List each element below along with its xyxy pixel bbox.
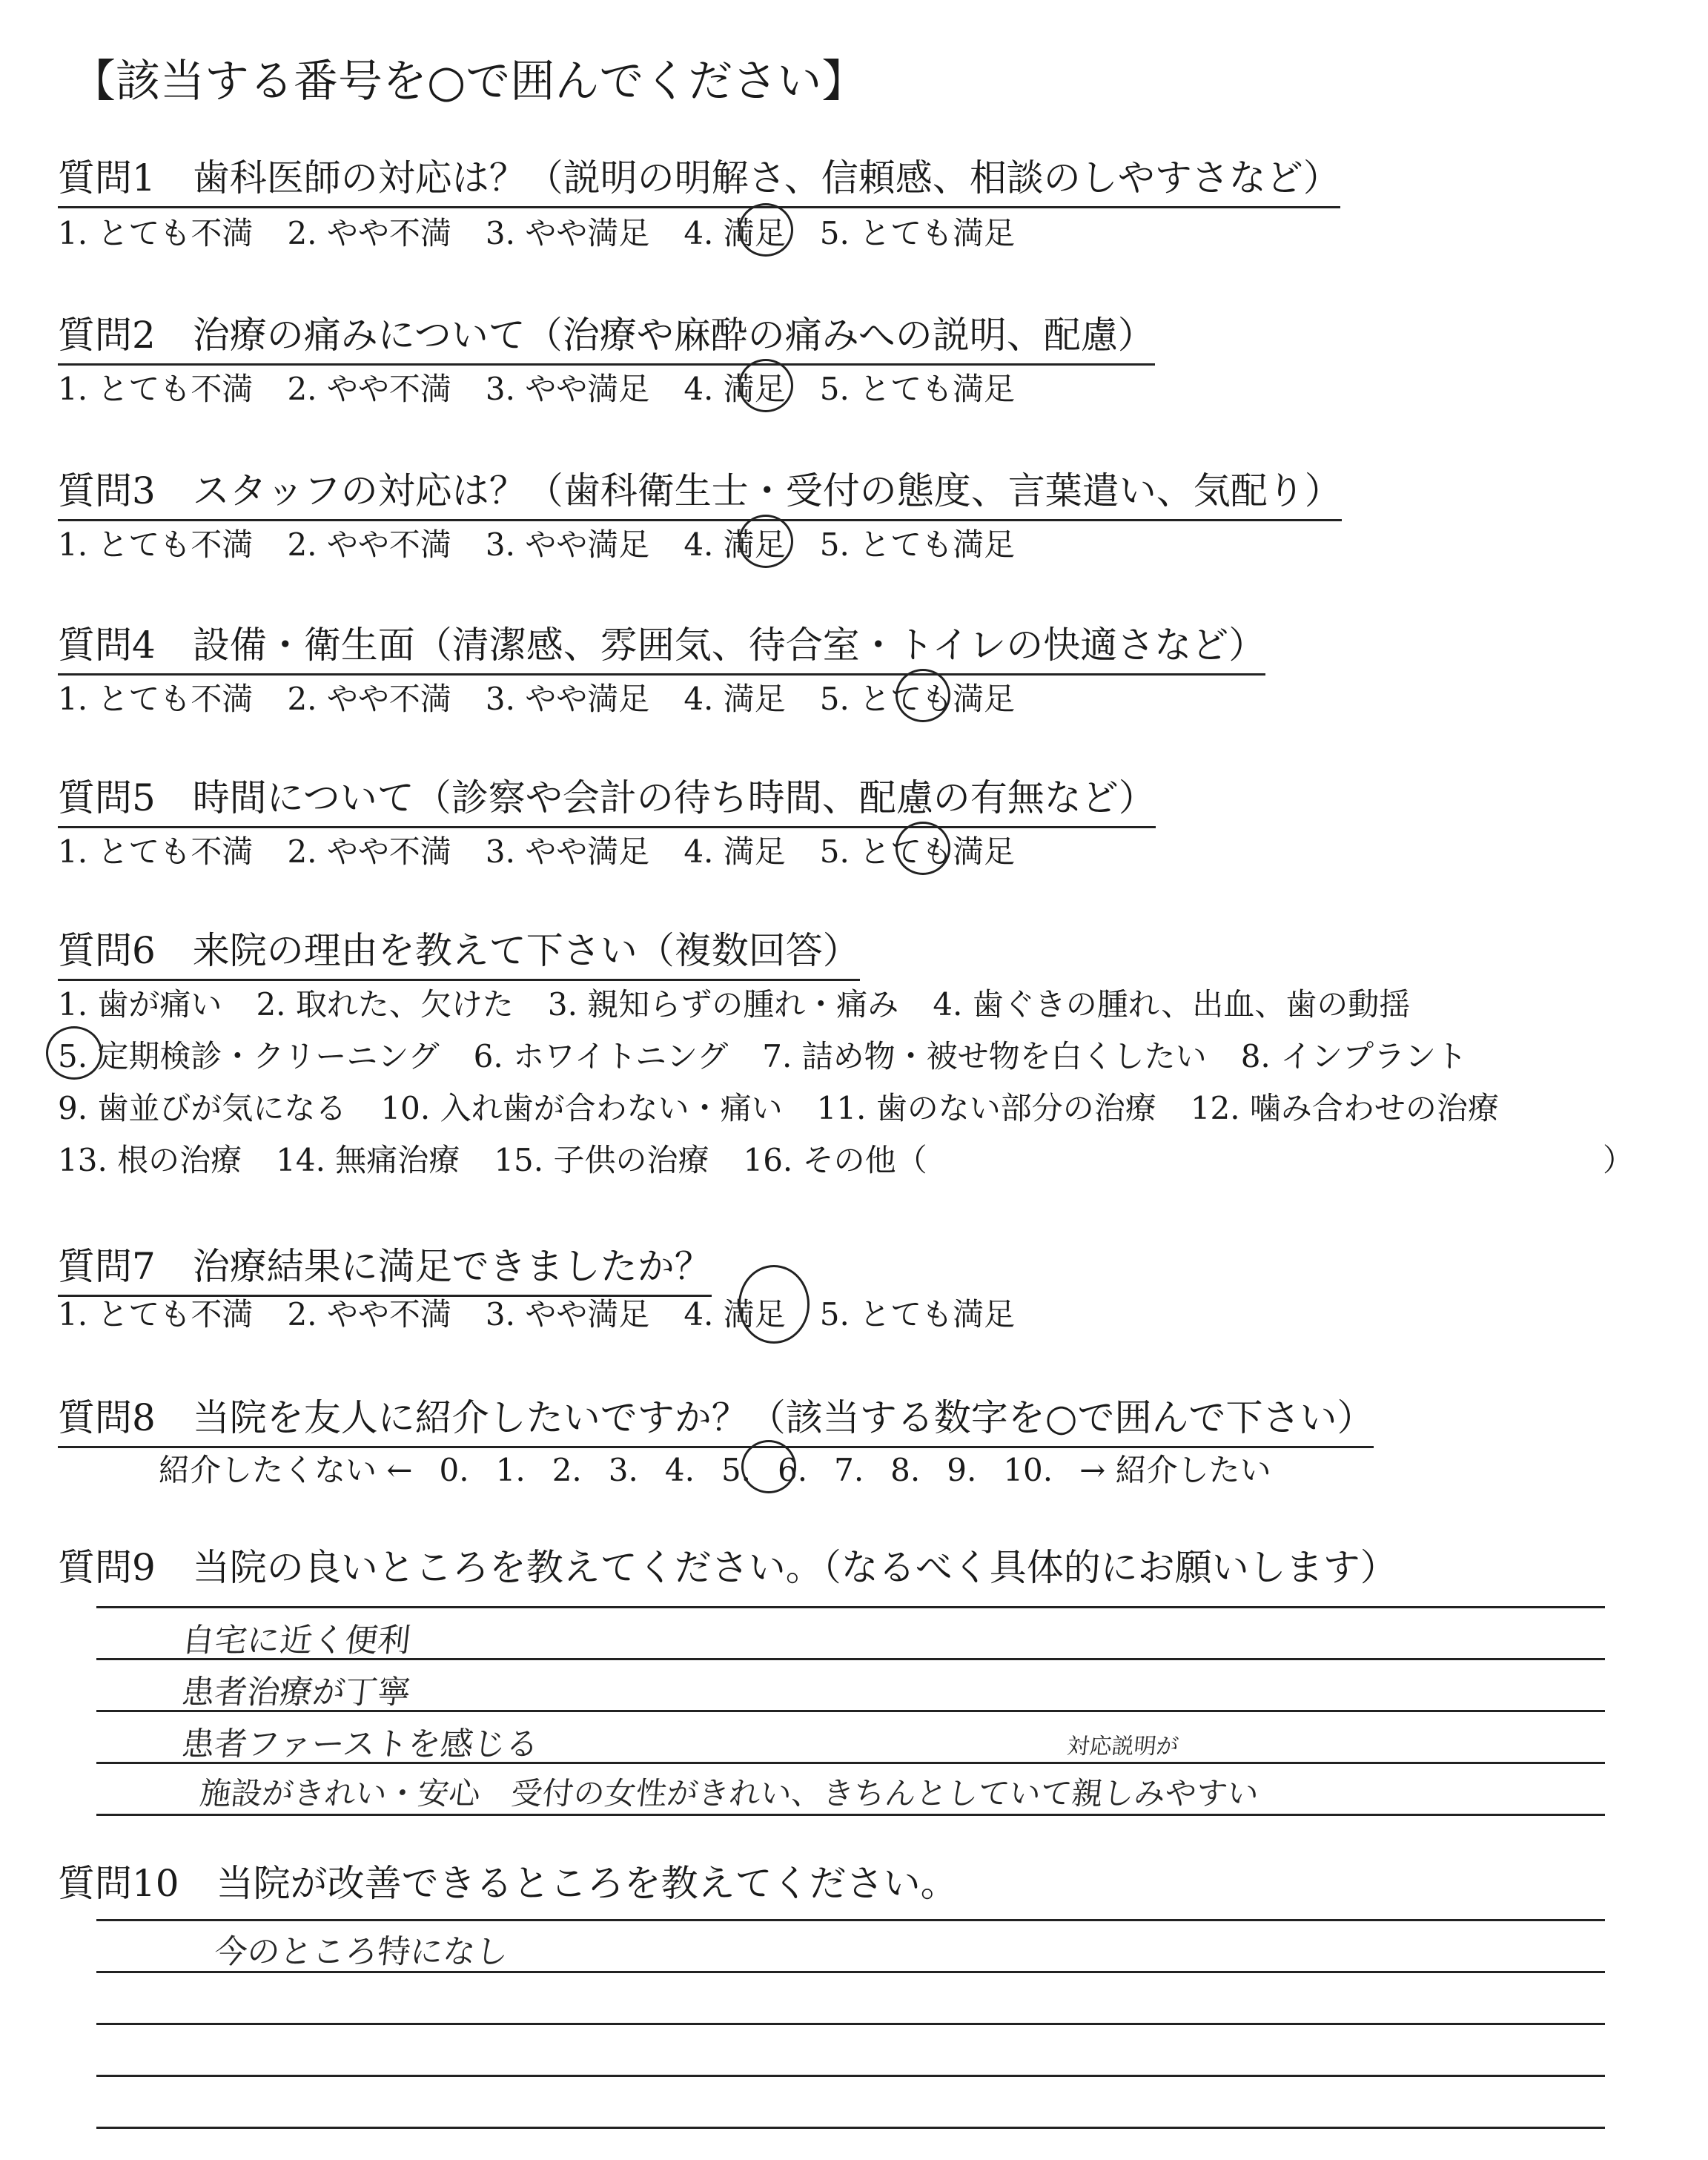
question-10: 質問10 当院が改善できるところを教えてください。	[58, 1862, 958, 1905]
option-5[interactable]: 5. とても満足	[819, 526, 1016, 563]
reason-1[interactable]: 1. 歯が痛い	[58, 986, 222, 1023]
option-1[interactable]: 1. とても不満	[58, 1296, 254, 1332]
question-7: 質問7 治療結果に満足できましたか？	[58, 1237, 712, 1297]
option-2[interactable]: 2. やや不満	[287, 371, 451, 407]
option-5[interactable]: 5. とても満足	[819, 1296, 1016, 1332]
answer-circle	[896, 669, 950, 722]
scale-5[interactable]: 5.	[721, 1452, 752, 1488]
reason-11[interactable]: 11. 歯のない部分の治療	[816, 1090, 1156, 1126]
option-5[interactable]: 5. とても満足	[819, 215, 1016, 251]
reason-12[interactable]: 12. 噛み合わせの治療	[1190, 1090, 1499, 1126]
answer-circle	[738, 515, 793, 568]
form-title: 【該当する番号を○で囲んでください】	[71, 56, 867, 108]
answer-circle	[738, 1265, 810, 1344]
question-9: 質問9 当院の良いところを教えてください。（なるべく具体的にお願いします）	[58, 1546, 1397, 1589]
q6-row-1	[58, 980, 1444, 1025]
scale-8[interactable]: 8.	[890, 1452, 921, 1488]
scale-right-label: → 紹介したい	[1079, 1452, 1271, 1488]
reason-9[interactable]: 9. 歯並びが気になる	[58, 1090, 347, 1126]
answer-circle	[896, 822, 950, 875]
question-1: 質問1 歯科医師の対応は？（説明の明解さ、信頼感、相談のしやすさなど）	[58, 148, 1340, 208]
option-1[interactable]: 1. とても不満	[58, 215, 254, 251]
handwritten-answer: 今のところ特になし	[212, 1933, 511, 1971]
option-4[interactable]: 4. 満足	[683, 215, 786, 251]
option-2[interactable]: 2. やや不満	[287, 1296, 451, 1332]
answer-line	[96, 1919, 1605, 1921]
option-2[interactable]: 2. やや不満	[287, 215, 451, 251]
answer-circle	[741, 1440, 796, 1493]
reason-6[interactable]: 6. ホワイトニング	[473, 1038, 729, 1074]
option-1[interactable]: 1. とても不満	[58, 681, 254, 717]
handwritten-insert-note: 対応説明が	[1065, 1734, 1180, 1760]
scale-4[interactable]: 4.	[664, 1452, 695, 1488]
option-5[interactable]: 5. とても満足	[819, 833, 1016, 870]
option-4[interactable]: 4. 満足	[683, 1296, 786, 1332]
recommend-scale	[159, 1446, 1298, 1490]
question-3: 質問3 スタッフの対応は？（歯科衛生士・受付の態度、言葉遣い、気配り）	[58, 461, 1342, 521]
option-3[interactable]: 3. やや満足	[485, 1296, 650, 1332]
scale-2[interactable]: 2.	[552, 1452, 582, 1488]
reason-3[interactable]: 3. 親知らずの腫れ・痛み	[547, 986, 899, 1023]
reason-2[interactable]: 2. 取れた、欠けた	[256, 986, 514, 1023]
other-close-paren: ）	[1603, 1142, 1635, 1178]
option-3[interactable]: 3. やや満足	[485, 681, 650, 717]
option-4[interactable]: 4. 満足	[683, 833, 786, 870]
option-4[interactable]: 4. 満足	[683, 371, 786, 407]
handwritten-answer: 自宅に近く便利	[179, 1622, 413, 1659]
option-4[interactable]: 4. 満足	[683, 526, 786, 563]
answer-circle	[738, 359, 793, 412]
option-5[interactable]: 5. とても満足	[819, 681, 1016, 717]
answer-line	[96, 2023, 1605, 2025]
scale-10[interactable]: 10.	[1003, 1452, 1053, 1488]
option-2[interactable]: 2. やや不満	[287, 526, 451, 563]
q2-options	[58, 365, 1049, 409]
q1-options	[58, 209, 1049, 254]
option-4[interactable]: 4. 満足	[683, 681, 786, 717]
q3-options	[58, 521, 1049, 565]
scale-6[interactable]: 6.	[778, 1452, 808, 1488]
scale-9[interactable]: 9.	[947, 1452, 977, 1488]
q6-row-4	[58, 1136, 961, 1180]
answer-line	[96, 1814, 1605, 1816]
reason-14[interactable]: 14. 無痛治療	[276, 1142, 460, 1178]
question-2: 質問2 治療の痛みについて（治療や麻酔の痛みへの説明、配慮）	[58, 305, 1155, 366]
handwritten-answer: 患者治療が丁寧	[179, 1674, 413, 1711]
reason-13[interactable]: 13. 根の治療	[58, 1142, 242, 1178]
answer-line	[96, 1606, 1605, 1608]
scale-0[interactable]: 0.	[439, 1452, 469, 1488]
question-5: 質問5 時間について（診察や会計の待ち時間、配慮の有無など）	[58, 768, 1156, 828]
reason-7[interactable]: 7. 詰め物・被せ物を白くしたい	[762, 1038, 1207, 1074]
option-3[interactable]: 3. やや満足	[485, 215, 650, 251]
q7-options	[58, 1290, 1049, 1335]
scale-3[interactable]: 3.	[608, 1452, 638, 1488]
scale-7[interactable]: 7.	[834, 1452, 864, 1488]
reason-10[interactable]: 10. 入れ歯が合わない・痛い	[380, 1090, 783, 1126]
answer-line	[96, 2127, 1605, 2129]
answer-circle	[46, 1026, 102, 1080]
question-8: 質問8 当院を友人に紹介したいですか？（該当する数字を○で囲んで下さい）	[58, 1388, 1374, 1448]
scale-1[interactable]: 1.	[495, 1452, 526, 1488]
reason-15[interactable]: 15. 子供の治療	[494, 1142, 709, 1178]
reason-4[interactable]: 4. 歯ぐきの腫れ、出血、歯の動揺	[933, 986, 1411, 1023]
option-3[interactable]: 3. やや満足	[485, 833, 650, 870]
reason-16[interactable]: 16. その他（	[743, 1142, 927, 1178]
option-2[interactable]: 2. やや不満	[287, 833, 451, 870]
option-1[interactable]: 1. とても不満	[58, 371, 254, 407]
reason-8[interactable]: 8. インプラント	[1240, 1038, 1468, 1074]
q6-row-2	[58, 1032, 1501, 1077]
question-6: 質問6 来院の理由を教えて下さい（複数回答）	[58, 921, 860, 981]
scale-left-label: 紹介したくない ←	[159, 1452, 413, 1488]
q6-row-3	[58, 1084, 1533, 1129]
question-4: 質問4 設備・衛生面（清潔感、雰囲気、待合室・トイレの快適さなど）	[58, 615, 1265, 676]
option-3[interactable]: 3. やや満足	[485, 371, 650, 407]
option-3[interactable]: 3. やや満足	[485, 526, 650, 563]
option-5[interactable]: 5. とても満足	[819, 371, 1016, 407]
option-1[interactable]: 1. とても不満	[58, 833, 254, 870]
reason-5[interactable]: 5. 定期検診・クリーニング	[58, 1038, 440, 1074]
answer-circle	[738, 203, 793, 257]
handwritten-answer: 患者ファーストを感じる	[179, 1725, 541, 1763]
option-1[interactable]: 1. とても不満	[58, 526, 254, 563]
option-2[interactable]: 2. やや不満	[287, 681, 451, 717]
answer-line	[96, 2075, 1605, 2077]
handwritten-answer: 施設がきれい・安心 受付の女性がきれい、きちんとしていて親しみやすい	[198, 1775, 1261, 1811]
